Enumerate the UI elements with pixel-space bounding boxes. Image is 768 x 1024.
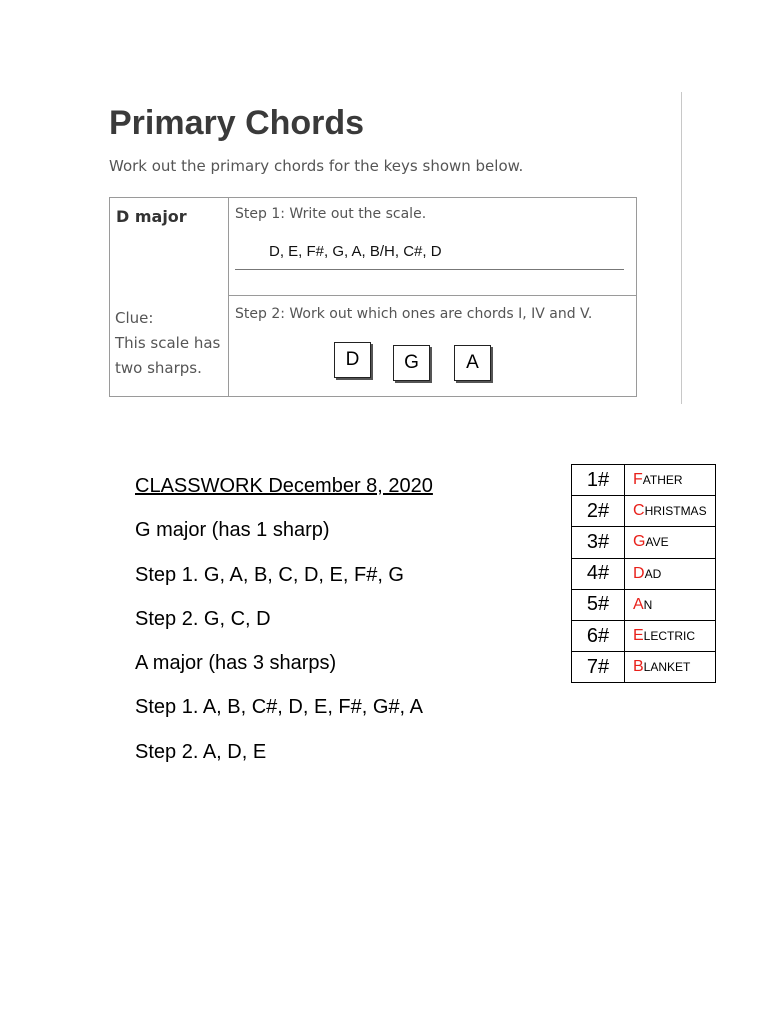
answer-line (235, 269, 624, 270)
mnemonic-word (625, 652, 716, 683)
step2-cell (229, 296, 636, 396)
key-column (110, 198, 229, 396)
clue-text (115, 306, 220, 381)
mnemonic-word (625, 527, 716, 558)
mnemonic-word (625, 465, 716, 496)
classwork-line: Step 1. A, B, C#, D, E, F#, G#, A (135, 696, 423, 719)
worksheet-title: Primary Chords (109, 104, 365, 142)
classwork-line: G major (has 1 sharp) (135, 519, 330, 542)
classwork-line: Step 1. G, A, B, C, D, E, F#, G (135, 563, 404, 586)
classwork-notes (135, 464, 433, 774)
mnemonic-rest: AD (644, 566, 662, 581)
sharp-count: 1# (572, 465, 625, 496)
page-divider-line (681, 92, 682, 404)
sharp-count: 3# (572, 527, 625, 558)
mnemonic-initial: E (633, 627, 644, 645)
clue-line: Clue: (115, 309, 154, 327)
mnemonic-rest: AVE (645, 535, 669, 550)
chord-box-i: D (334, 342, 371, 378)
worksheet-instructions: Work out the primary chords for the keys shown below. (109, 157, 524, 175)
worksheet-table (109, 197, 637, 397)
table-row (572, 589, 716, 620)
sharp-count: 6# (572, 620, 625, 651)
chord-box-v: A (454, 345, 491, 381)
sharp-count: 5# (572, 589, 625, 620)
sharp-count: 2# (572, 496, 625, 527)
table-row (572, 620, 716, 651)
clue-line: two sharps. (115, 359, 202, 377)
mnemonic-rest: HRISTMAS (644, 504, 707, 519)
key-name: D major (116, 207, 187, 226)
mnemonic-word (625, 496, 716, 527)
mnemonic-rest: N (643, 597, 653, 612)
step1-label: Step 1: Write out the scale. (235, 206, 427, 222)
mnemonic-initial: B (633, 658, 644, 676)
sharp-count: 4# (572, 558, 625, 589)
classwork-line: Step 2. A, D, E (135, 740, 267, 763)
clue-line: This scale has (115, 334, 221, 352)
mnemonic-initial: C (633, 502, 645, 520)
mnemonic-rest: ATHER (642, 473, 683, 488)
mnemonic-rest: LANKET (643, 660, 691, 675)
table-row (572, 496, 716, 527)
table-row (572, 465, 716, 496)
mnemonic-word (625, 558, 716, 589)
sharp-count: 7# (572, 652, 625, 683)
mnemonic-rest: LECTRIC (643, 629, 696, 644)
table-row (572, 558, 716, 589)
mnemonic-word (625, 620, 716, 651)
classwork-heading: CLASSWORK December 8, 2020 (135, 475, 433, 497)
mnemonic-initial: F (633, 471, 643, 489)
classwork-line: A major (has 3 sharps) (135, 652, 337, 675)
mnemonic-initial: G (633, 533, 646, 551)
chord-box-iv: G (393, 345, 430, 381)
mnemonic-initial: A (633, 595, 644, 613)
classwork-line: Step 2. G, C, D (135, 607, 271, 630)
mnemonic-initial: D (633, 564, 645, 582)
step1-answer: D, E, F#, G, A, B/H, C#, D (269, 243, 442, 260)
step2-label: Step 2: Work out which ones are chords I, IV and V. (235, 306, 593, 322)
step1-cell (229, 198, 636, 296)
sharps-mnemonic-table (571, 464, 716, 683)
table-row (572, 527, 716, 558)
mnemonic-word (625, 589, 716, 620)
table-row (572, 652, 716, 683)
